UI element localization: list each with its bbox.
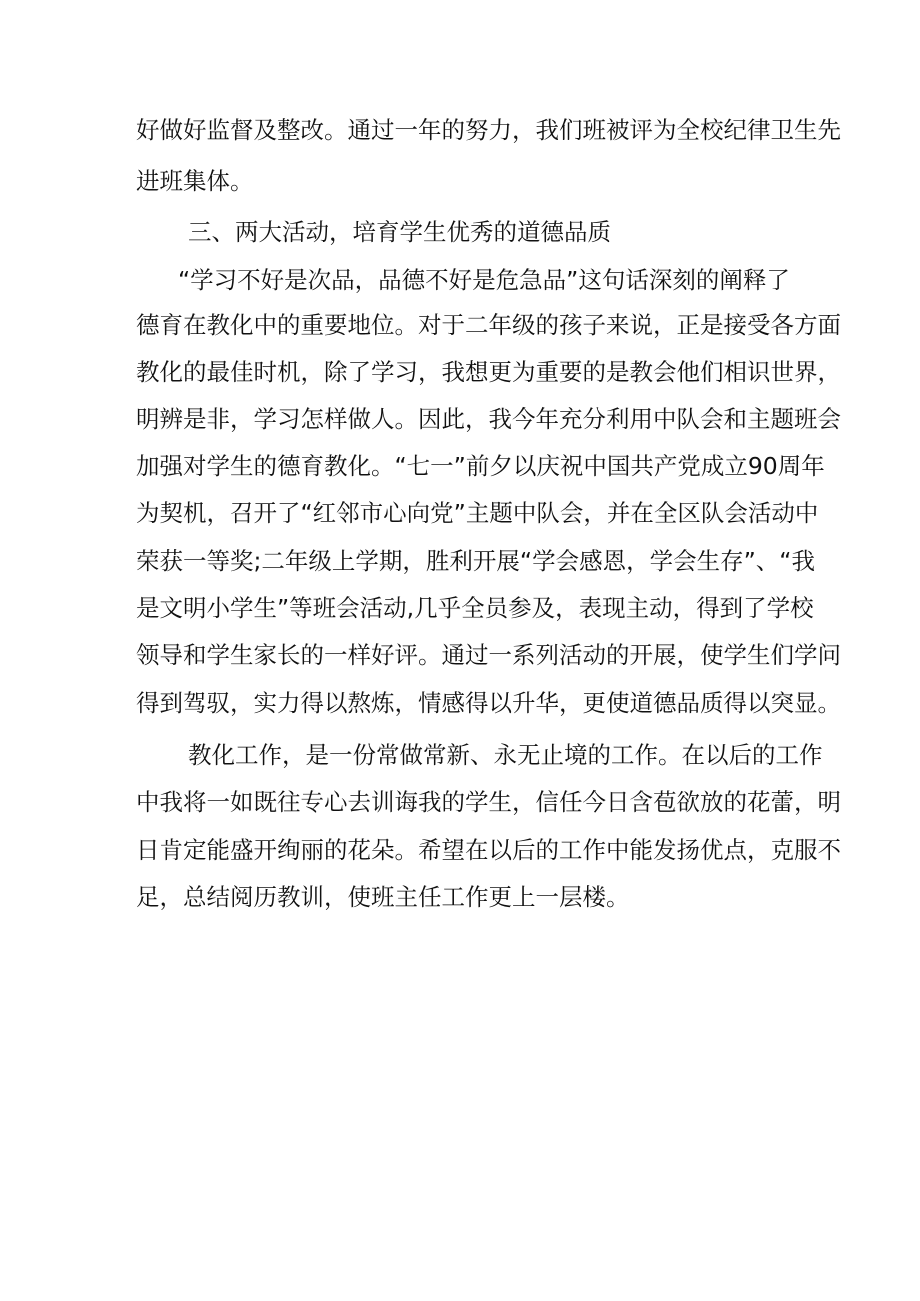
text-line-4: “学习不好是次品，品德不好是危急品”这句话深刻的阐释了 (178, 266, 790, 294)
text-line-17: 足，总结阅历教训，使班主任工作更上一层楼。 (136, 883, 630, 911)
text-line-2: 进班集体。 (136, 167, 254, 195)
text-line-11: 是文明小学生”等班会活动,几乎全员参及，表现主动，得到了学校 (136, 594, 814, 622)
text-line-14: 教化工作，是一份常做常新、永无止境的工作。在以后的工作 (188, 741, 823, 769)
text-line-7: 明辨是非，学习怎样做人。因此，我今年充分利用中队会和主题班会 (136, 405, 841, 433)
text-line-1: 好做好监督及整改。通过一年的努力，我们班被评为全校纪律卫生先 (136, 116, 841, 144)
text-line-9: 为契机，召开了“红邻市心向党”主题中队会，并在全区队会活动中 (136, 499, 819, 527)
text-line-6: 教化的最佳时机，除了学习，我想更为重要的是教会他们相识世界， (136, 358, 841, 386)
text-line-16: 日肯定能盛开绚丽的花朵。希望在以后的工作中能发扬优点，克服不 (136, 836, 841, 864)
section-heading: 三、两大活动，培育学生优秀的道德品质 (188, 218, 611, 246)
text-line-13: 得到驾驭，实力得以熬炼，情感得以升华，更使道德品质得以突显。 (136, 689, 841, 717)
text-line-8: 加强对学生的德育教化。“七一”前夕以庆祝中国共产党成立90周年 (136, 452, 825, 480)
text-line-5: 德育在教化中的重要地位。对于二年级的孩子来说，正是接受各方面 (136, 311, 841, 339)
text-line-10: 荣获一等奖;二年级上学期，胜利开展“学会感恩，学会生存”、“我 (136, 547, 815, 575)
text-line-12: 领导和学生家长的一样好评。通过一系列活动的开展，使学生们学问 (136, 641, 841, 669)
text-line-15: 中我将一如既往专心去训诲我的学生，信任今日含苞欲放的花蕾，明 (136, 788, 841, 816)
